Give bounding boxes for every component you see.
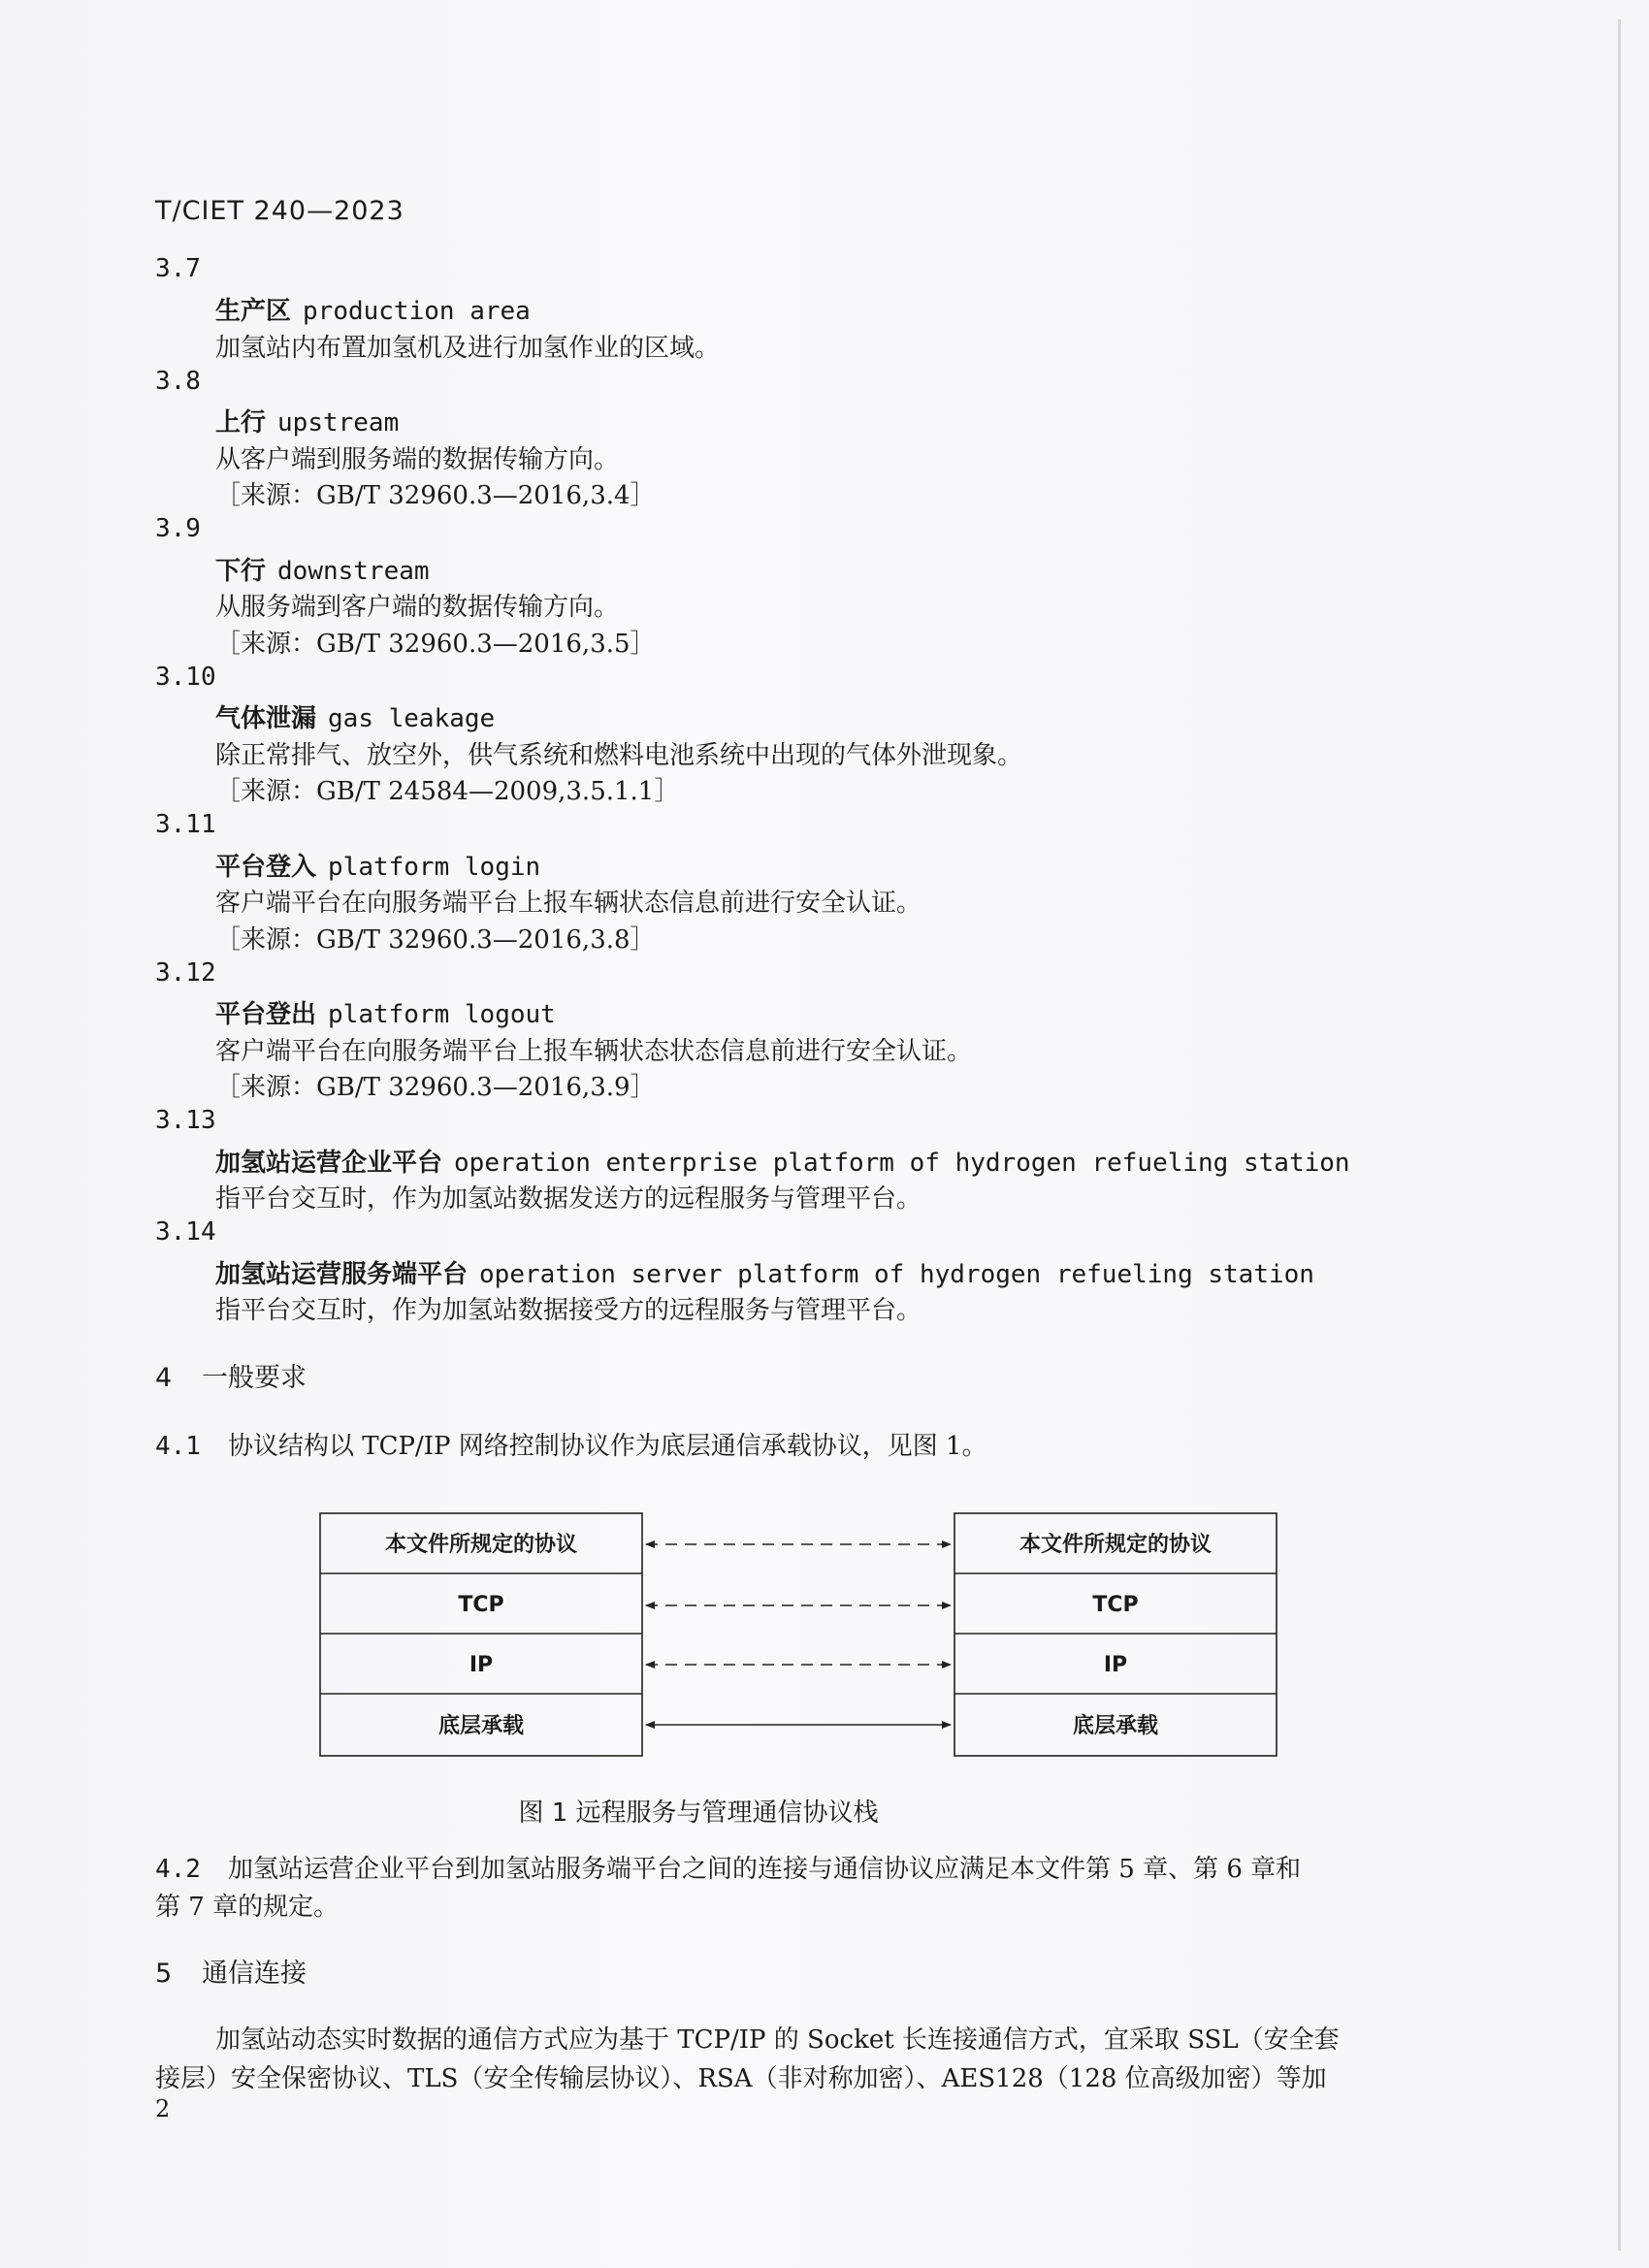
term-en: platform login (328, 853, 541, 882)
entry-number: 3.14 (155, 1217, 216, 1247)
clause-4-2 (155, 1849, 1301, 1885)
term-en: production area (303, 297, 531, 326)
right-layer-bearer: 底层承载 (1072, 1714, 1159, 1738)
section-title: 一般要求 (202, 1363, 307, 1393)
right-layer-protocol: 本文件所规定的协议 (1018, 1533, 1212, 1557)
entry-definition: 从服务端到客户端的数据传输方向。 (215, 593, 620, 622)
term-zh: 下行 (215, 557, 267, 586)
term-zh: 加氢站运营企业平台 (215, 1149, 443, 1178)
entry-source: ［来源：GB/T 32960.3—2016,3.9］ (215, 1073, 656, 1102)
clause-4-2-continued: 第 7 章的规定。 (155, 1893, 340, 1922)
entry-source: ［来源：GB/T 32960.3—2016,3.8］ (215, 925, 656, 955)
section-5-paragraph-line1: 加氢站动态实时数据的通信方式应为基于 TCP/IP 的 Socket 长连接通信方式，宜采取 SSL（安全套 (215, 2025, 1340, 2055)
entry-number: 3.12 (155, 958, 216, 988)
term-zh: 平台登入 (215, 853, 317, 882)
section-number: 4 (155, 1363, 173, 1393)
right-layer-ip: IP (1103, 1653, 1128, 1677)
entry-number: 3.10 (155, 663, 216, 692)
document-number: T/CIET 240—2023 (155, 196, 404, 226)
entry-definition: 加氢站内布置加氢机及进行加氢作业的区域。 (215, 334, 721, 363)
left-layer-ip: IP (469, 1653, 494, 1677)
term-en: operation server platform of hydrogen refueling station (479, 1260, 1314, 1289)
left-layer-protocol: 本文件所规定的协议 (384, 1533, 578, 1557)
entry-number: 3.8 (155, 367, 201, 396)
entry-number: 3.13 (155, 1106, 216, 1135)
term-zh: 气体泄漏 (215, 704, 317, 733)
entry-definition: 客户端平台在向服务端平台上报车辆状态信息前进行安全认证。 (215, 889, 922, 918)
entry-number: 3.11 (155, 810, 216, 839)
clause-number: 4.1 (155, 1432, 201, 1461)
term-zh: 平台登出 (215, 1000, 317, 1029)
entry-source: ［来源：GB/T 32960.3—2016,3.5］ (215, 630, 656, 659)
section-heading (155, 1952, 307, 1990)
figure-caption: 图 1 远程服务与管理通信协议栈 (518, 1798, 879, 1828)
term-en: platform logout (328, 1000, 556, 1029)
entry-source: ［来源：GB/T 32960.3—2016,3.4］ (215, 481, 656, 510)
entry-definition: 从客户端到服务端的数据传输方向。 (215, 445, 620, 474)
entry-definition: 指平台交互时，作为加氢站数据发送方的远程服务与管理平台。 (215, 1184, 922, 1214)
clause-text: 加氢站运营企业平台到加氢站服务端平台之间的连接与通信协议应满足本文件第 5 章、第 6 章和 (228, 1855, 1302, 1884)
left-layer-bearer: 底层承载 (437, 1714, 525, 1738)
entry-definition: 除正常排气、放空外，供气系统和燃料电池系统中出现的气体外泄现象。 (215, 741, 1023, 770)
left-layer-tcp: TCP (458, 1593, 504, 1617)
section-5-paragraph-line2: 接层）安全保密协议、TLS（安全传输层协议）、RSA（非对称加密）、AES128（128 位高级加密）等加 (155, 2064, 1327, 2093)
entry-number: 3.9 (155, 514, 201, 543)
entry-definition: 客户端平台在向服务端平台上报车辆状态状态信息前进行安全认证。 (215, 1037, 973, 1066)
term-en: downstream (277, 557, 430, 586)
clause-text: 协议结构以 TCP/IP 网络控制协议作为底层通信承载协议，见图 1。 (228, 1432, 987, 1461)
term-zh: 加氢站运营服务端平台 (215, 1260, 469, 1289)
clause-number: 4.2 (155, 1855, 201, 1884)
right-layer-tcp: TCP (1092, 1593, 1139, 1617)
term-en: operation enterprise platform of hydrogen refueling station (454, 1149, 1350, 1178)
page-number: 2 (155, 2095, 171, 2122)
entry-definition: 指平台交互时，作为加氢站数据接受方的远程服务与管理平台。 (215, 1296, 922, 1325)
section-title: 通信连接 (202, 1959, 307, 1989)
term-en: upstream (277, 408, 400, 437)
entry-number: 3.7 (155, 254, 201, 283)
term-zh: 生产区 (215, 297, 292, 326)
term-en: gas leakage (328, 704, 496, 733)
entry-source: ［来源：GB/T 24584—2009,3.5.1.1］ (215, 777, 680, 806)
term-zh: 上行 (215, 408, 267, 437)
section-number: 5 (155, 1959, 173, 1989)
